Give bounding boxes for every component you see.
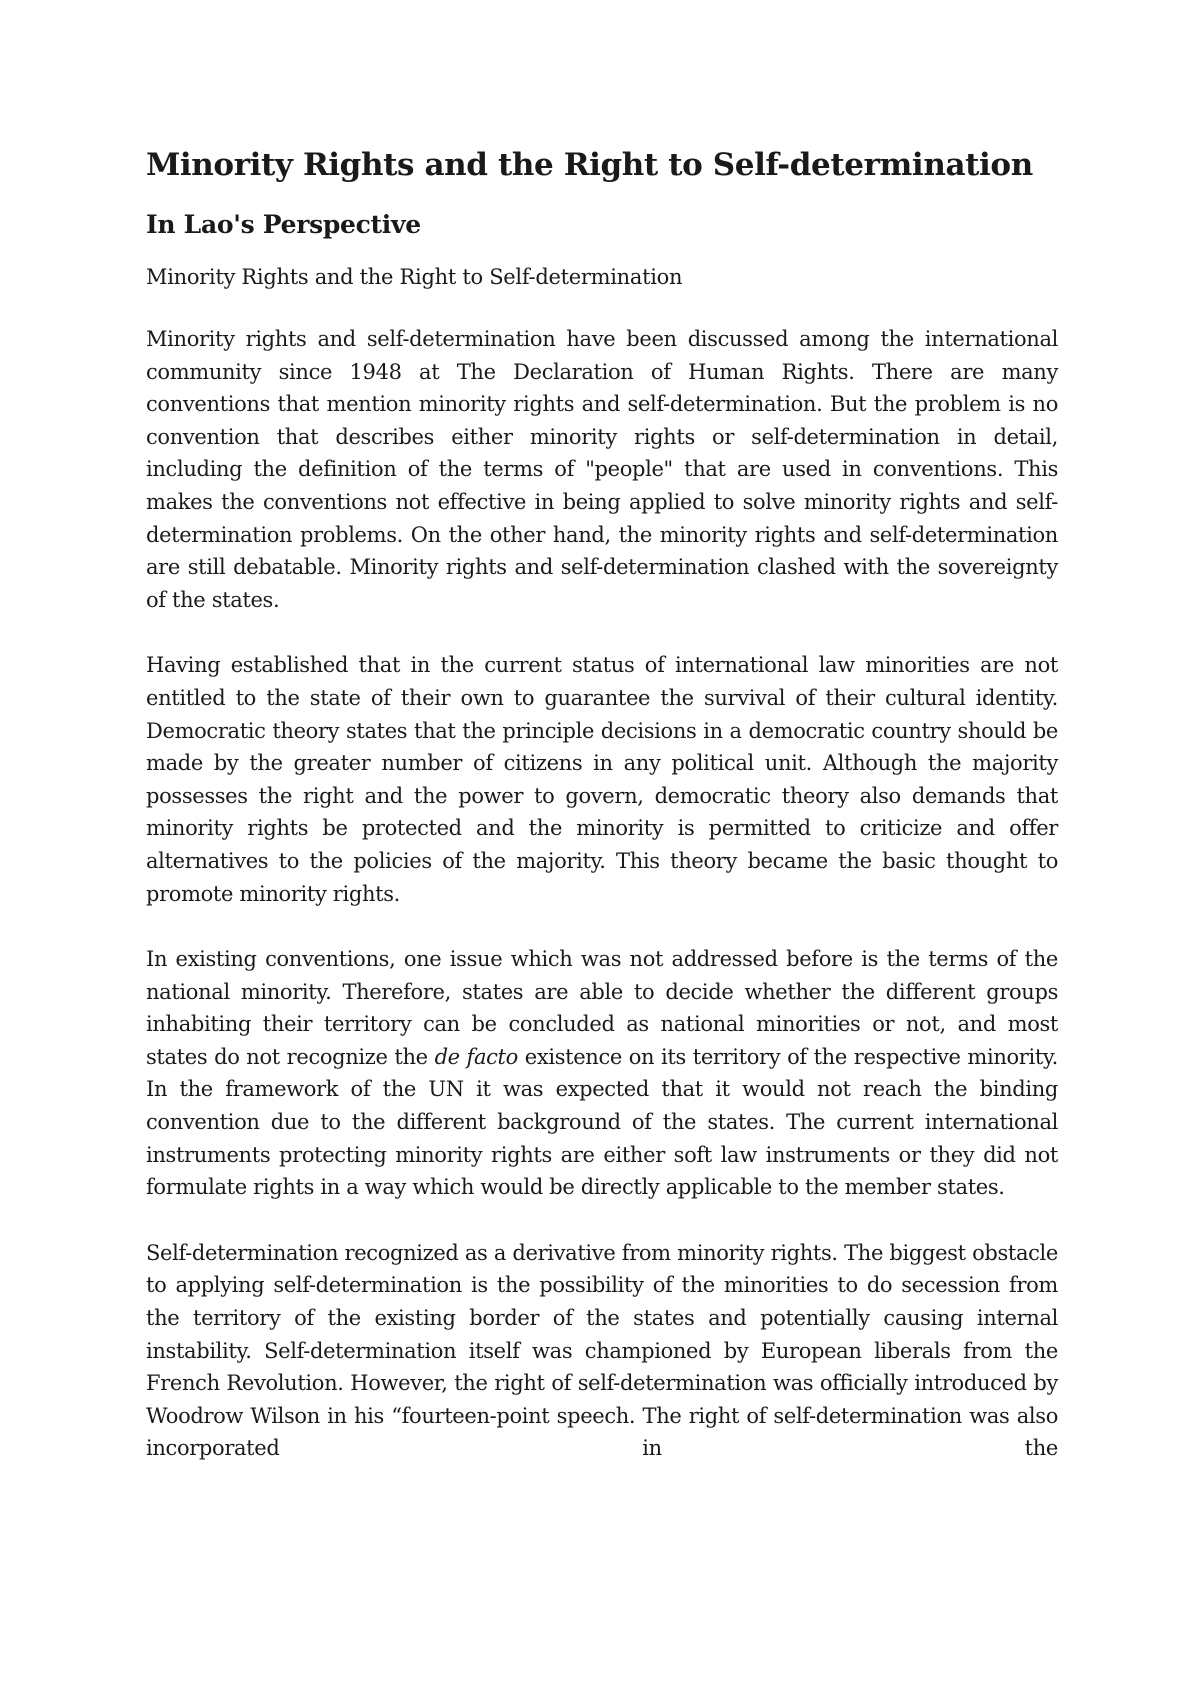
paragraph-3-italic-term: de facto [434, 1044, 518, 1069]
document-subtitle: In Lao's Perspective [146, 210, 421, 239]
paragraph-3-text-before: In existing conventions, one issue which was not addressed before is the terms of the national minority. Therefore, states are able to decide whether the different groups inhabiting their territory can be concluded as national minorities or not, and most states do not recognize the [146, 947, 1058, 1069]
paragraph-4: Self-determination recognized as a derivative from minority rights. The biggest obstacle to applying self-determination is the possibility of the minorities to do secession from the territory of the existing border of the states and potentially causing internal instability. Self-determination itself was championed by European liberals from the French Revolution. However, the right of self-determination was officially introduced by Woodrow Wilson in his “fourteen-point speech. The right of self-determination was also incorporated in the [146, 1240, 1058, 1461]
document-page [146, 145, 1058, 1498]
paragraph-1: Minority rights and self-determination have been discussed among the international community since 1948 at The Declaration of Human Rights. There are many conventions that mention minority rights and self-determination. But the problem is no convention that describes either minority rights or self-determination in detail, including the definition of the terms of "people" that are used in conventions. This makes the conventions not effective in being applied to solve minority rights and self-determination problems. On the other hand, the minority rights and self-determination are still debatable. Minority rights and self-determination clashed with the sovereignty of the states. [146, 327, 1058, 612]
paragraph-2: Having established that in the current status of international law minorities are not entitled to the state of their own to guarantee the survival of their cultural identity. Democratic theory states that the principle decisions in a democratic country should be made by the greater number of citizens in any political unit. Although the majority possesses the right and the power to govern, democratic theory also demands that minority rights be protected and the minority is permitted to criticize and offer alternatives to the policies of the majority. This theory became the basic thought to promote minority rights. [146, 653, 1058, 906]
paragraph-3 [146, 943, 1058, 1204]
lead-line: Minority Rights and the Right to Self-determination [146, 265, 683, 289]
paragraph-3-text-after: existence on its territory of the respective minority. In the framework of the UN it was expected that it would not reach the binding convention due to the different background of the states. The current international instruments protecting minority rights are either soft law instruments or they did not formulate rights in a way which would be directly applicable to the member states. [146, 1044, 1058, 1200]
document-title: Minority Rights and the Right to Self-determination [146, 147, 1033, 183]
